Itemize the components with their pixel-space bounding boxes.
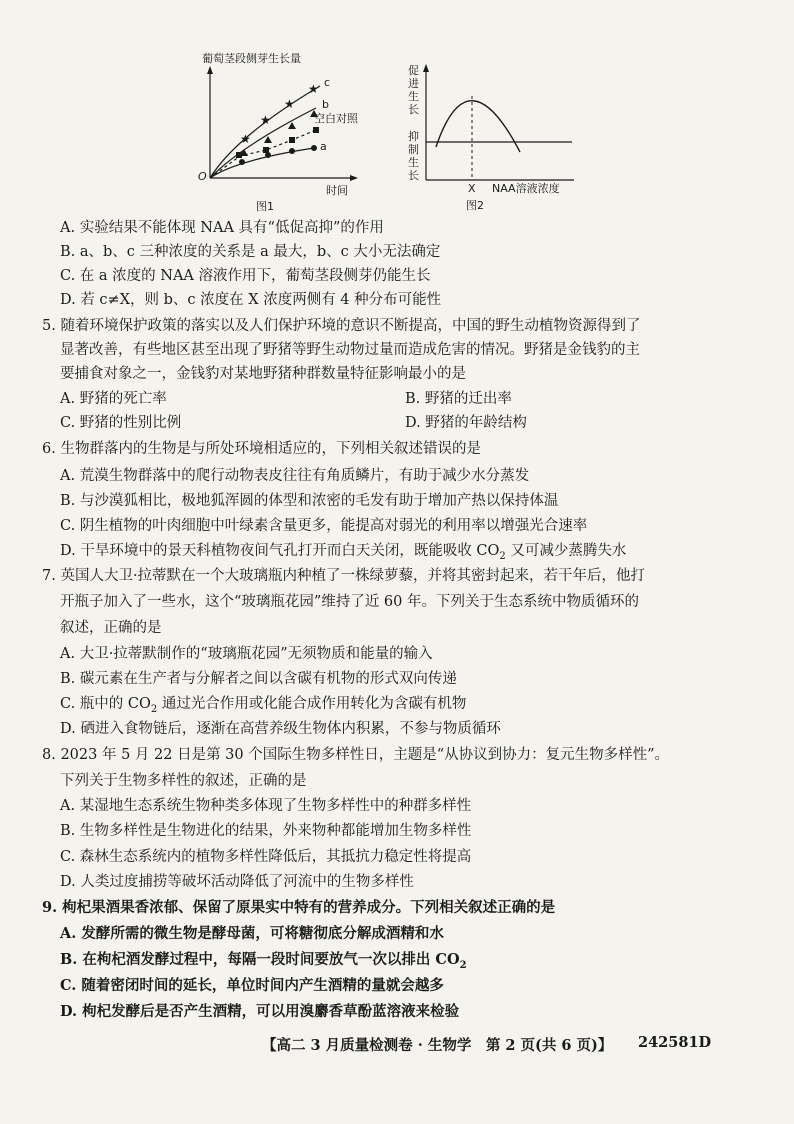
q8-option-a: A. 某湿地生态系统生物种类多体现了生物多样性中的种群多样性 <box>60 798 472 814</box>
q7-option-c-sub: 2 <box>150 703 158 715</box>
q7-stem-line-2: 开瓶子加入了一些水，这个“玻璃瓶花园”维持了近 60 年。下列关于生态系统中物质循环的 <box>60 594 639 610</box>
q6-option-a: A. 荒漠生物群落中的爬行动物表皮往往有角质鳞片，有助于减少水分蒸发 <box>60 468 530 484</box>
figure-2-ylabel-bottom <box>408 129 419 182</box>
q9-option-d: D. 枸杞发酵后是否产生酒精，可以用溴麝香草酚蓝溶液来检验 <box>60 1003 460 1020</box>
series-label-b: b <box>322 98 329 111</box>
footer-code: 242581D <box>638 1034 712 1051</box>
q7-stem-line-3: 叙述，正确的是 <box>60 620 162 636</box>
q5-stem-line-3: 要捕食对象之一，金钱豹对某地野猪种群数量特征影响最小的是 <box>60 366 466 382</box>
q9-option-b <box>60 950 467 976</box>
figure-1-xlabel: 时间 <box>326 184 348 197</box>
q7-option-a: A. 大卫·拉蒂默制作的“玻璃瓶花园”无须物质和能量的输入 <box>60 646 433 662</box>
series-label-blank: 空白对照 <box>314 112 358 125</box>
q5-option-c: C. 野猪的性别比例 <box>60 415 182 431</box>
q8-stem-line-1: 8. 2023 年 5 月 22 日是第 30 个国际生物多样性日，主题是“从协议到协力：复元生物多样性”。 <box>42 747 670 763</box>
q5-option-a: A. 野猪的死亡率 <box>60 391 167 407</box>
figure-1-ylabel: 葡萄茎段侧芽生长量 <box>202 52 301 65</box>
figure-1-caption: 图1 <box>256 200 274 213</box>
q6-stem: 6. 生物群落内的生物是与所处环境相适应的，下列相关叙述错误的是 <box>42 441 481 457</box>
figure-2-x-mark: X <box>468 182 476 195</box>
svg-text:★: ★ <box>284 97 295 111</box>
q4-option-c: C. 在 a 浓度的 NAA 溶液作用下，葡萄茎段侧芽仍能生长 <box>60 268 431 284</box>
q9-option-b-sub: 2 <box>459 959 467 971</box>
svg-text:★: ★ <box>308 82 319 96</box>
q9-stem: 9. 枸杞果酒果香浓郁、保留了原果实中特有的营养成分。下列相关叙述正确的是 <box>42 899 556 916</box>
svg-text:★: ★ <box>240 132 251 146</box>
q6-option-c: C. 阴生植物的叶肉细胞中叶绿素含量更多，能提高对弱光的利用率以增强光合速率 <box>60 518 588 534</box>
q7-option-c <box>60 694 466 720</box>
svg-text:进: 进 <box>408 77 419 90</box>
svg-text:抑: 抑 <box>408 130 419 143</box>
q7-option-b: B. 碳元素在生产者与分解者之间以含碳有机物的形式双向传递 <box>60 671 457 687</box>
q6-option-d-post: 又可减少蒸腾失水 <box>505 543 627 559</box>
figure-2-ylabel-top <box>408 64 419 116</box>
q7-option-d: D. 硒进入食物链后，逐渐在高营养级生物体内积累，不参与物质循环 <box>60 721 501 737</box>
svg-text:长: 长 <box>408 169 419 182</box>
q6-option-b: B. 与沙漠狐相比，极地狐浑圆的体型和浓密的毛发有助于增加产热以保持体温 <box>60 493 559 509</box>
q7-stem-line-1: 7. 英国人大卫·拉蒂默在一个大玻璃瓶内种植了一株绿萝藜，并将其密封起来，若干年后，他打 <box>42 568 646 584</box>
q5-option-b: B. 野猪的迁出率 <box>405 391 512 407</box>
svg-text:制: 制 <box>408 143 419 156</box>
q8-option-d: D. 人类过度捕捞等破坏活动降低了河流中的生物多样性 <box>60 874 414 890</box>
q4-option-a: A. 实验结果不能体现 NAA 具有“低促高抑”的作用 <box>60 220 384 236</box>
figure-1-origin: O <box>198 170 207 183</box>
q5-option-d: D. 野猪的年龄结构 <box>405 415 527 431</box>
q6-option-d <box>60 541 626 567</box>
q8-option-b: B. 生物多样性是生物进化的结果，外来物种都能增加生物多样性 <box>60 823 472 839</box>
q8-option-c: C. 森林生态系统内的植物多样性降低后，其抵抗力稳定性将提高 <box>60 849 472 865</box>
figure-2-xlabel: NAA溶液浓度 <box>492 182 560 195</box>
q8-stem-line-2: 下列关于生物多样性的叙述，正确的是 <box>60 773 307 789</box>
figure-2-caption: 图2 <box>466 199 484 212</box>
svg-text:生: 生 <box>408 90 419 103</box>
figure-1 <box>196 48 376 216</box>
q4-option-d: D. 若 c≠X，则 b、c 浓度在 X 浓度两侧有 4 种分布可能性 <box>60 292 442 308</box>
q7-option-c-post: 通过光合作用或化能合成作用转化为含碳有机物 <box>157 696 467 712</box>
q6-option-d-sub: 2 <box>499 550 506 562</box>
svg-text:生: 生 <box>408 156 419 169</box>
q6-option-d-pre: D. 干旱环境中的景天科植物夜间气孔打开而白天关闭，既能吸收 CO <box>60 543 500 559</box>
q9-option-b-pre: B. 在枸杞酒发酵过程中，每隔一段时间要放气一次以排出 CO <box>60 951 460 968</box>
q9-option-c: C. 随着密闭时间的延长，单位时间内产生酒精的量就会越多 <box>60 977 444 994</box>
footer-title: 【高二 3 月质量检测卷 · 生物学 第 2 页(共 6 页)】 <box>262 1037 613 1054</box>
q4-option-b: B. a、b、c 三种浓度的关系是 a 最大，b、c 大小无法确定 <box>60 244 441 260</box>
svg-text:促: 促 <box>408 64 419 77</box>
svg-text:★: ★ <box>260 113 271 127</box>
q7-option-c-pre: C. 瓶中的 CO <box>60 696 151 712</box>
q9-option-a: A. 发酵所需的微生物是酵母菌，可将糖彻底分解成酒精和水 <box>60 925 444 942</box>
q5-stem-line-2: 显著改善，有些地区甚至出现了野猪等野生动物过量而造成危害的情况。野猪是金钱豹的主 <box>60 342 640 358</box>
svg-text:长: 长 <box>408 103 419 116</box>
figure-2 <box>404 62 584 214</box>
series-label-a: a <box>320 140 327 153</box>
series-label-c: c <box>324 76 331 89</box>
q5-stem-line-1: 5. 随着环境保护政策的落实以及人们保护环境的意识不断提高，中国的野生动植物资源得到了 <box>42 318 641 334</box>
